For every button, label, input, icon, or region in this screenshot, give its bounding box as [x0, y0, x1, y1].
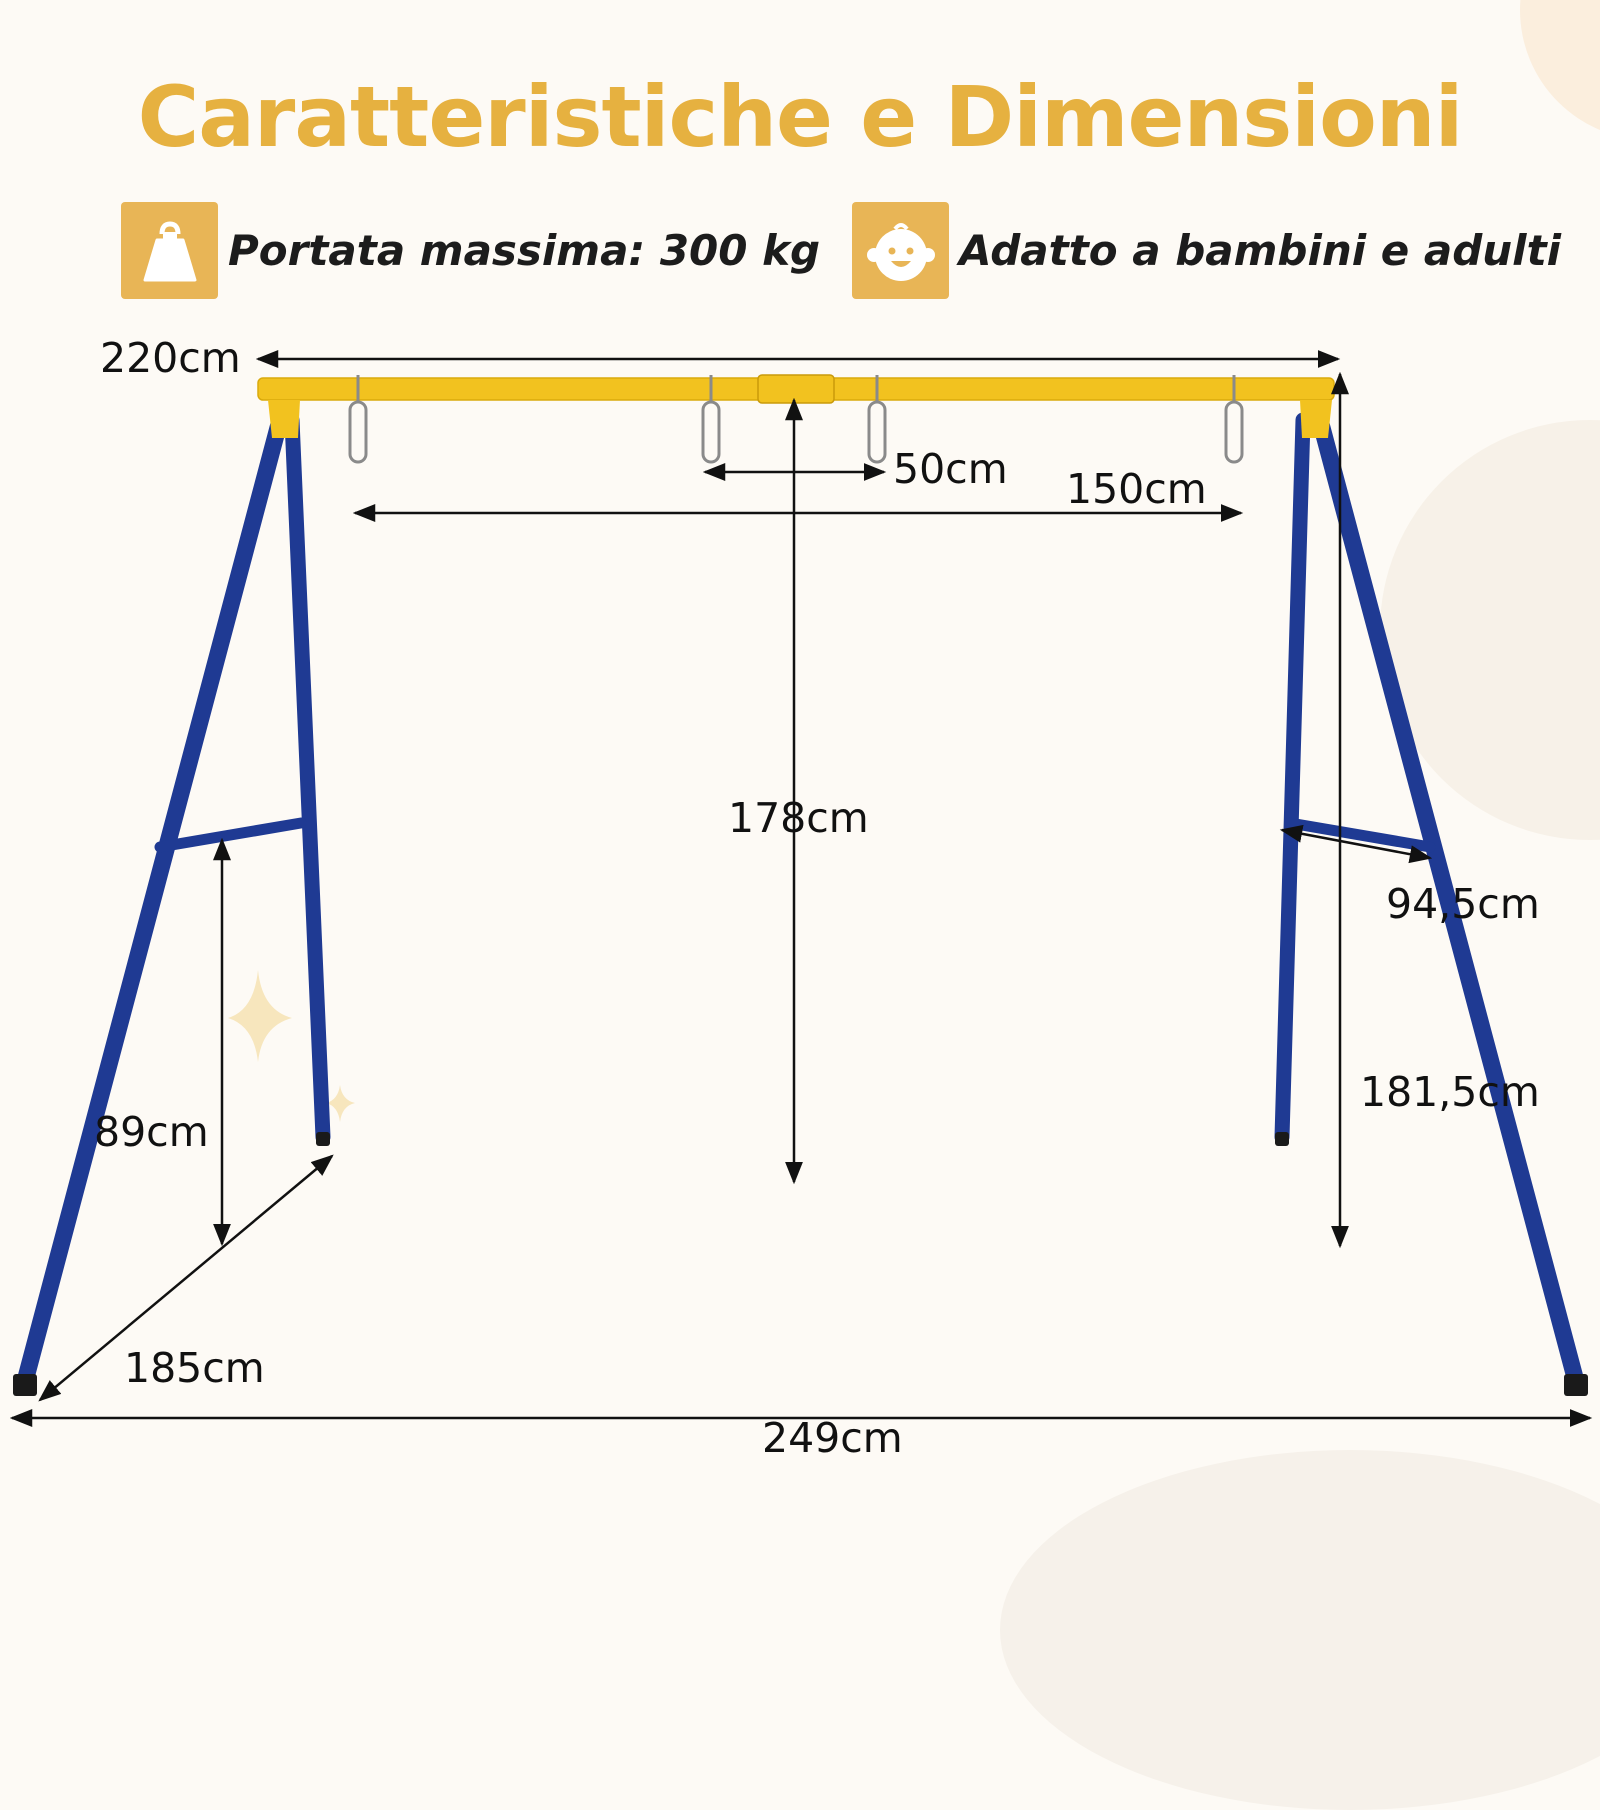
right-bracket	[1300, 400, 1332, 438]
dim-label-inner-hooks: 50cm	[893, 445, 1008, 493]
dim-label-total-width: 249cm	[762, 1414, 903, 1462]
left-bracket	[268, 400, 300, 438]
dim-label-top-width: 220cm	[100, 334, 241, 382]
sparkle-decoration	[228, 970, 292, 1062]
page-title: Caratteristiche e Dimensioni	[137, 68, 1463, 166]
left-crossbar	[160, 823, 301, 847]
dim-label-inner-height: 178cm	[728, 794, 869, 842]
frame-legs	[24, 420, 1577, 1385]
left-back-leg	[292, 420, 323, 1137]
feature-children-adults-label: Adatto a bambini e adulti	[959, 226, 1562, 275]
dim-label-crossbar-length: 94,5cm	[1386, 880, 1540, 928]
sparkle-decoration-small	[326, 1085, 355, 1122]
dim-label-total-height: 181,5cm	[1360, 1068, 1540, 1116]
dim-label-outer-hooks: 150cm	[1066, 465, 1207, 513]
dim-label-crossbar-height: 89cm	[94, 1108, 209, 1156]
right-back-leg	[1282, 420, 1303, 1137]
dim-label-base-depth: 185cm	[124, 1344, 265, 1392]
feature-max-load-label: Portata massima: 300 kg	[228, 226, 821, 275]
top-bar-joint	[758, 375, 834, 403]
left-front-leg	[24, 420, 280, 1385]
